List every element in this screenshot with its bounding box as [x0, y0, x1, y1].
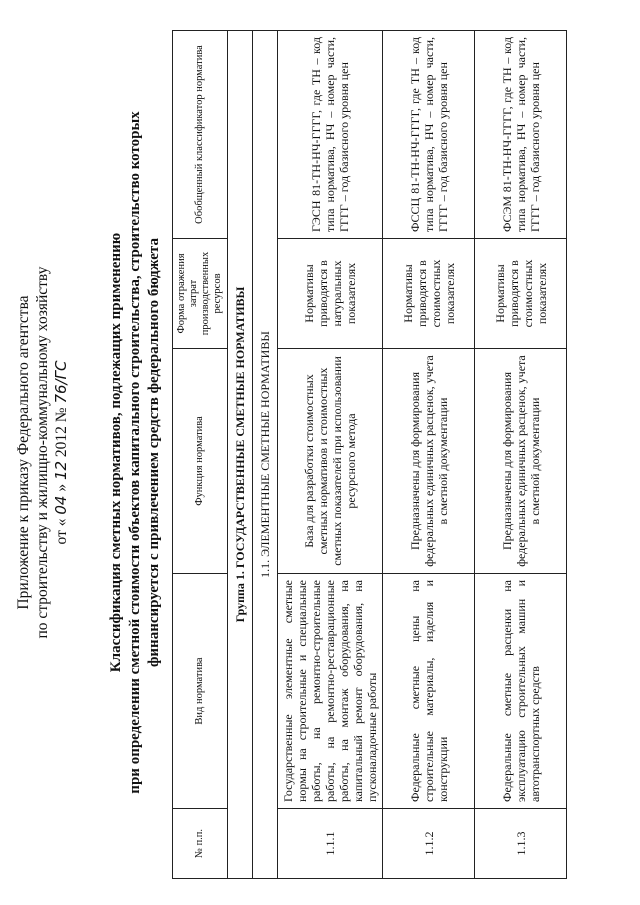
header-line-1: Приложение к приказу Федерального агентства — [15, 295, 32, 610]
column-header-kind: Вид норматива — [173, 574, 228, 809]
handwritten-month: 12 — [52, 460, 70, 481]
row-number: 1.1.1 — [278, 809, 383, 879]
row-kind: Государственные элементные сметные нормы на строительные и специальные работы, на ремонтно-строительные работы, на ремонтно-реставрационные работы, на монтаж оборудования, на капитальный ремонт оборудования, на пусконаладочные работы — [278, 574, 383, 809]
section-title: 1.1. ЭЛЕМЕНТНЫЕ СМЕТНЫЕ НОРМАТИВЫ — [253, 31, 278, 879]
date-separator: » — [53, 483, 70, 492]
column-header-number: № п.п. — [173, 809, 228, 879]
row-function: База для разработки стоимостных сметных нормативов и стоимостных сметных показателей при использовании ресурсного метода — [278, 349, 383, 574]
header-line-2: по строительству и жилищно-коммунальному хозяйству — [34, 266, 51, 639]
handwritten-day: 04 — [52, 495, 70, 515]
row-form: Нормативы приводятся в стоимостных показателях — [383, 239, 475, 349]
column-header-form: Форма отражения затрат производственных ресурсов — [173, 239, 228, 349]
row-number: 1.1.2 — [383, 809, 475, 879]
date-year: 2012 № — [53, 407, 70, 458]
row-function: Предназначены для формирования федеральных единичных расценок, учета в сметной документации — [383, 349, 475, 574]
row-form: Нормативы приводятся в натуральных показателях — [278, 239, 383, 349]
row-classifier: ФССЦ 81-ТН-НЧ-ГГГГ, где ТН – код типа норматива, НЧ – номер части, ГГГГ – год базисного уровня цен — [383, 31, 475, 239]
row-classifier: ФСЭМ 81-ТН-НЧ-ГГГГ, где ТН – код типа норматива, НЧ – номер части, ГГГГ – год базисного уровня цен — [475, 31, 567, 239]
column-header-classifier: Обобщенный классификатор норматива — [173, 31, 228, 239]
row-classifier: ГЭСН 81-ТН-НЧ-ГГГГ, где ТН – код типа норматива, НЧ – номер части, ГГГГ – год базисного уровня цен — [278, 31, 383, 239]
handwritten-order-number: 76/ГС — [52, 360, 70, 404]
column-header-function: Функция норматива — [173, 349, 228, 574]
section-row — [253, 31, 278, 879]
group-row — [228, 31, 253, 879]
row-form: Нормативы приводятся в стоимостных показателях — [475, 239, 567, 349]
header-date-line — [52, 0, 71, 905]
row-number: 1.1.3 — [475, 809, 567, 879]
row-function: Предназначены для формирования федеральных единичных расценок, учета в сметной документации — [475, 349, 567, 574]
table-row — [383, 31, 475, 879]
table-header-row — [173, 31, 228, 879]
title-line-2: при определении сметной стоимости объектов капитального строительства, строительство которых — [127, 111, 143, 794]
group-title: Группа 1. ГОСУДАРСТВЕННЫЕ СМЕТНЫЕ НОРМАТИВЫ — [228, 31, 253, 879]
row-kind: Федеральные сметные расценки на эксплуатацию строительных машин и автотранспортных средств — [475, 574, 567, 809]
classification-table — [172, 30, 567, 879]
table-row — [475, 31, 567, 879]
date-prefix: от « — [53, 518, 70, 545]
row-kind: Федеральные сметные цены на строительные материалы, изделия и конструкции — [383, 574, 475, 809]
table-row — [278, 31, 383, 879]
title-line-1: Классификация сметных нормативов, подлежащих применению — [108, 232, 124, 673]
title-line-3: финансируется с привлечением средств федерального бюджета — [146, 238, 162, 667]
